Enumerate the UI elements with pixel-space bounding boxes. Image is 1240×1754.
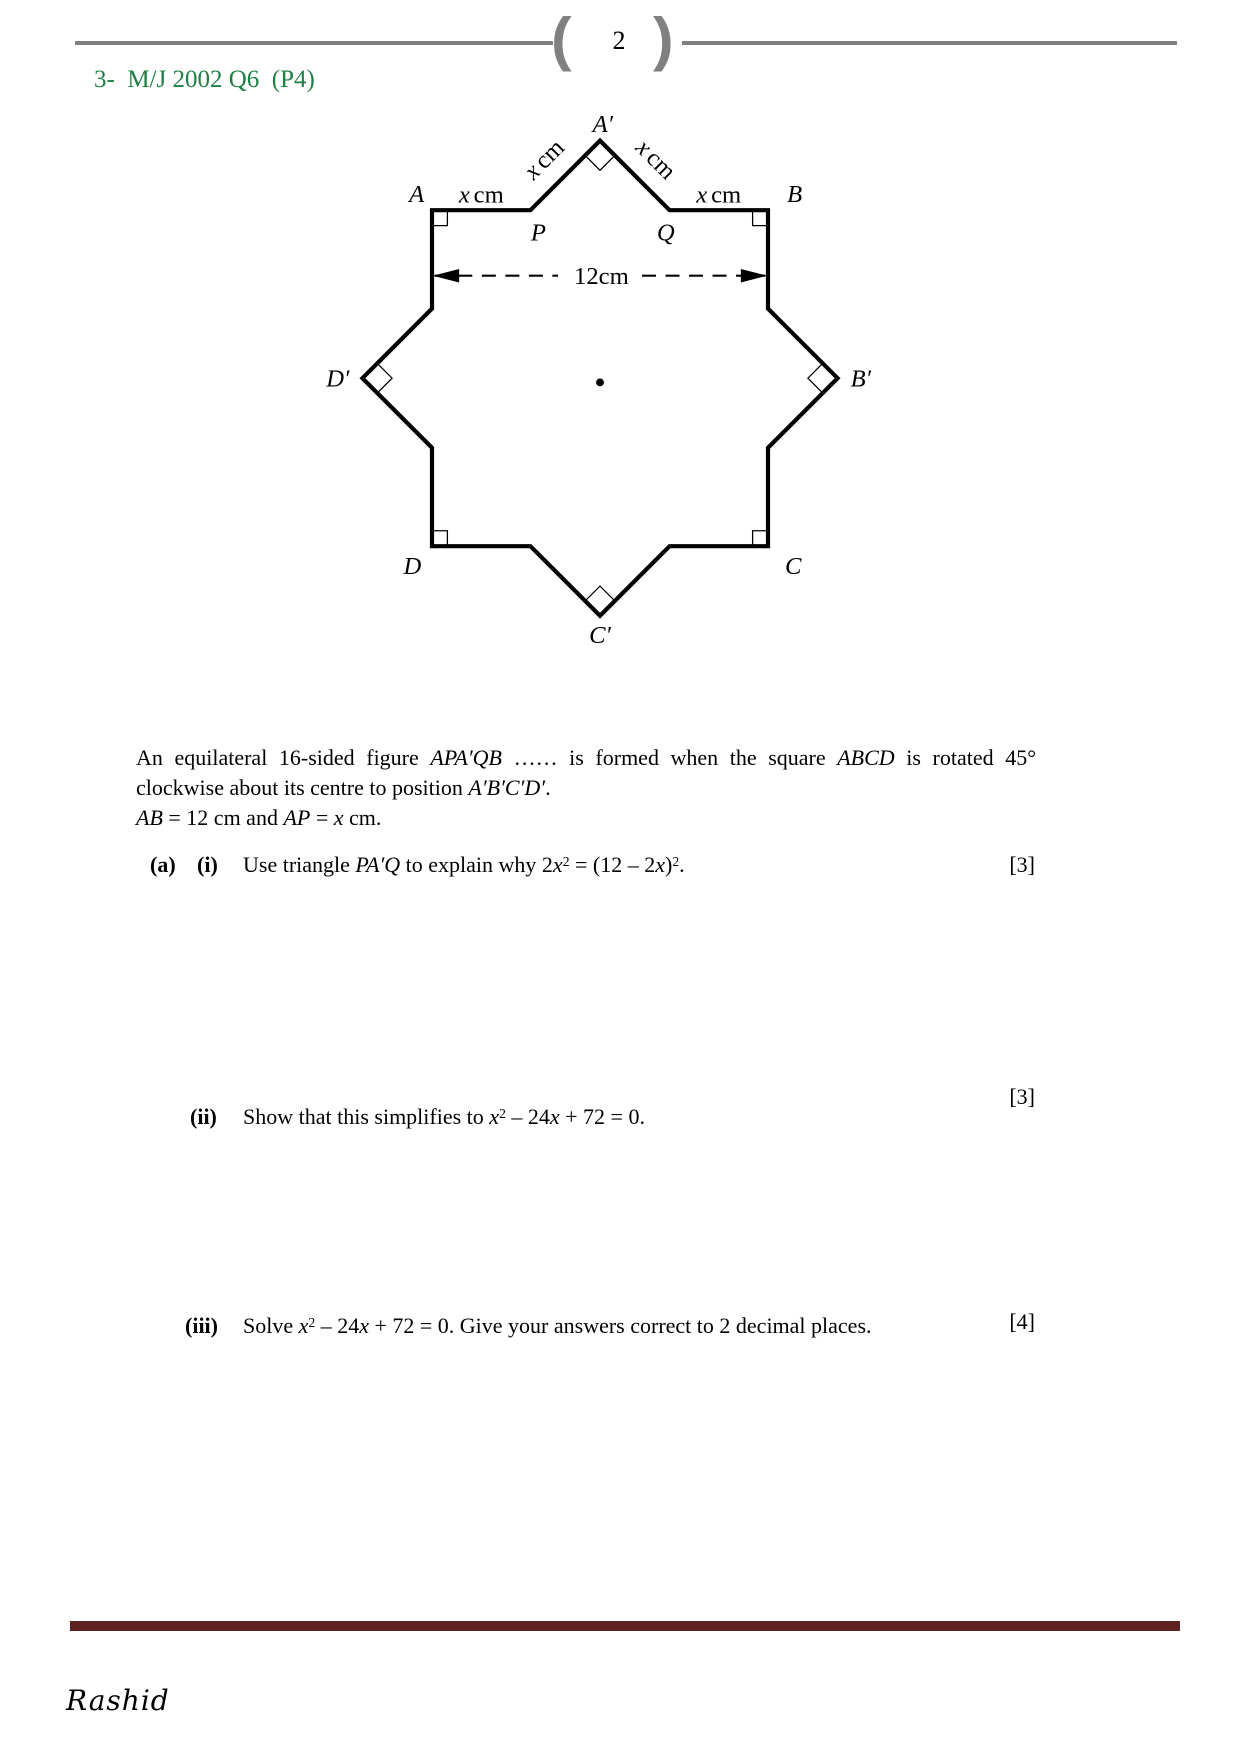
star-diagram-svg xyxy=(306,106,894,656)
page-number-right-bracket: ) xyxy=(653,6,674,73)
vertex-label-c xyxy=(785,553,802,580)
question-part-a-i xyxy=(0,851,1040,883)
page-number: 2 xyxy=(612,26,626,55)
tip-label-b-prime xyxy=(851,366,872,393)
marks-badge-iii: [4] xyxy=(1009,1309,1035,1334)
problem-given: AB = 12 cm and AP = x cm. xyxy=(136,805,382,830)
vertex-label-b xyxy=(787,181,802,208)
width-dimension-label xyxy=(574,263,629,290)
footer-bar xyxy=(70,1621,1180,1631)
marks-badge-ii: [3] xyxy=(1009,1084,1035,1109)
problem-intro: An equilateral 16-sided figure APA′QB …… is formed when the square ABCD is rotated 45° clockwise about its centre to position A′B′C′D′. xyxy=(136,745,1036,800)
signature: Rashid xyxy=(66,1684,170,1717)
page-number-left-bracket: ( xyxy=(551,6,572,73)
point-label-p xyxy=(530,219,546,246)
part-text-i: Use triangle PA′Q to explain why $2x^2 = (12 - 2x)^2$. xyxy=(243,852,685,877)
vertex-label-a xyxy=(407,181,425,208)
vertex-label-d xyxy=(403,553,422,580)
right-angle-marks-star-tips xyxy=(377,155,822,600)
part-label-iii: (iii) xyxy=(185,1313,218,1338)
question-part-iii xyxy=(0,1312,1040,1344)
side-length-label-qb xyxy=(695,181,741,208)
tip-label-c-prime xyxy=(589,622,611,649)
star-diagram xyxy=(306,106,894,656)
point-label-q xyxy=(657,219,675,246)
dimension-arrowhead-right xyxy=(741,269,767,282)
part-text-ii: Show that this simplifies to $x^2 - 24x + 72 = 0$. xyxy=(243,1104,645,1129)
part-text-iii: Solve $x^2 - 24x + 72 = 0$. Give your answers correct to 2 decimal places. xyxy=(243,1313,872,1338)
part-prefix-a: (a) xyxy=(150,852,176,877)
tip-label-d-prime xyxy=(325,366,350,393)
tip-label-a-prime xyxy=(591,111,614,138)
header-rule-right xyxy=(682,41,1177,45)
header-rule-left xyxy=(75,41,553,45)
center-dot xyxy=(596,378,604,386)
question-heading: 3- M/J 2002 Q6 (P4) xyxy=(94,66,315,93)
side-length-label-ap xyxy=(458,181,504,208)
star-outline xyxy=(362,141,837,616)
question-part-ii xyxy=(0,1103,1040,1135)
right-angle-marks-square-corners xyxy=(432,210,768,546)
marks-badge-i: [3] xyxy=(1009,852,1035,877)
part-label-i: (i) xyxy=(197,852,218,877)
part-label-ii: (ii) xyxy=(190,1104,217,1129)
dimension-arrowhead-left xyxy=(433,269,459,282)
